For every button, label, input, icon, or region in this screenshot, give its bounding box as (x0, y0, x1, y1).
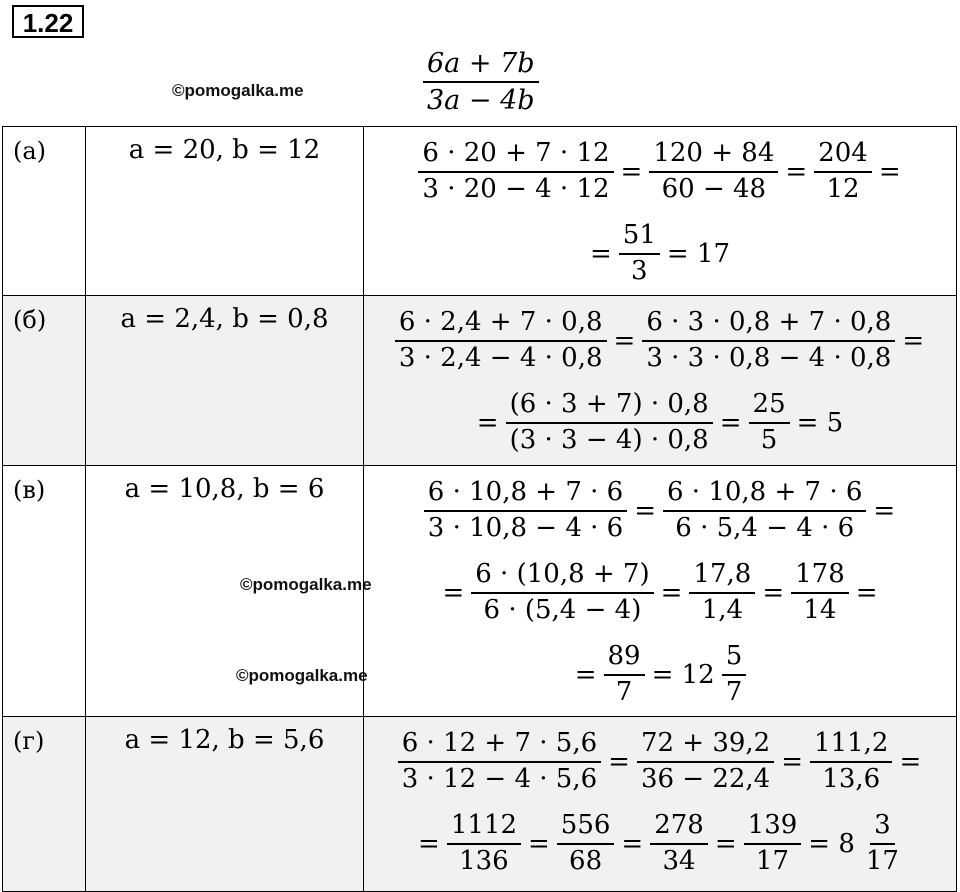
operator: = (719, 408, 742, 438)
denominator: (3 · 3 − 4) · 0,8 (509, 425, 709, 455)
operator: = (418, 829, 440, 859)
numerator: 72 + 39,2 (637, 729, 774, 763)
fraction (604, 642, 645, 708)
table-row (3, 717, 957, 892)
solution-line (370, 213, 950, 295)
expression-numerator: 6a + 7b (423, 48, 539, 83)
solution-line (370, 803, 950, 885)
operator: = 12 (651, 660, 715, 690)
numerator: 89 (604, 642, 645, 676)
table-row (3, 466, 957, 717)
operator: = (855, 578, 878, 608)
operator: = (620, 157, 643, 187)
numerator: (6 · 3 + 7) · 0,8 (506, 390, 713, 424)
fraction (791, 560, 849, 626)
solution-line (370, 382, 950, 464)
denominator: 3 · 3 · 0,8 − 4 · 0,8 (646, 343, 892, 373)
fraction (506, 390, 713, 456)
denominator: 6 · 5,4 − 4 · 6 (675, 513, 855, 543)
operator: = (613, 326, 636, 356)
denominator: 3 · 2,4 − 4 · 0,8 (398, 343, 603, 373)
fraction (395, 308, 607, 374)
operator: = (574, 660, 597, 690)
operator: = 17 (666, 239, 731, 269)
operator: = (714, 829, 737, 859)
operator: = (762, 578, 785, 608)
operator: = (660, 578, 683, 608)
row-label: (а) (3, 127, 86, 296)
fraction (663, 478, 866, 544)
solution-line (370, 634, 950, 716)
solution-line (370, 470, 950, 552)
denominator: 14 (803, 595, 837, 625)
fraction (637, 729, 774, 795)
fraction (471, 560, 653, 626)
denominator: 3 · 12 − 4 · 5,6 (401, 764, 598, 794)
operator: = 5 (796, 408, 844, 438)
denominator: 34 (662, 846, 696, 876)
numerator: 111,2 (810, 729, 892, 763)
denominator: 7 (615, 677, 633, 707)
fraction (650, 811, 708, 877)
fraction (424, 478, 627, 544)
numerator: 6 · (10,8 + 7) (471, 560, 653, 594)
numerator: 278 (650, 811, 708, 845)
numerator: 17,8 (689, 560, 755, 594)
numerator: 6 · 2,4 + 7 · 0,8 (395, 308, 607, 342)
numerator: 5 (722, 642, 747, 676)
row-solution (364, 296, 957, 466)
solution-line (370, 721, 950, 803)
numerator: 6 · 12 + 7 · 5,6 (398, 729, 601, 763)
operator: = (878, 157, 901, 187)
solution-table (2, 126, 957, 892)
watermark: ©pomogalka.me (172, 81, 304, 100)
denominator: 3 · 10,8 − 4 · 6 (427, 513, 624, 543)
row-condition: a = 10,8, b = 6 (86, 466, 364, 717)
row-condition: a = 20, b = 12 (86, 127, 364, 296)
table-row (3, 127, 957, 296)
operator: = (621, 829, 644, 859)
fraction (649, 139, 778, 205)
row-label: (б) (3, 296, 86, 466)
numerator: 1112 (447, 811, 521, 845)
operator: = (899, 747, 922, 777)
fraction (642, 308, 895, 374)
fraction (418, 139, 613, 205)
row-condition: a = 2,4, b = 0,8 (86, 296, 364, 466)
row-solution (364, 466, 957, 717)
operator: = (634, 496, 656, 526)
fraction (810, 729, 892, 795)
denominator: 17 (865, 846, 899, 876)
row-solution (364, 127, 957, 296)
fraction (744, 811, 802, 877)
table-row (3, 296, 957, 466)
expression-denominator: 3a − 4b (427, 85, 535, 117)
operator: = (589, 239, 612, 269)
numerator: 6 · 10,8 + 7 · 6 (424, 478, 627, 512)
numerator: 120 + 84 (649, 139, 778, 173)
fraction (814, 139, 872, 205)
operator: = (442, 578, 465, 608)
operator: = (476, 408, 499, 438)
operator: = (608, 747, 630, 777)
numerator: 3 (870, 811, 895, 845)
numerator: 6 · 10,8 + 7 · 6 (663, 478, 866, 512)
denominator: 3 (631, 256, 648, 286)
operator: = (785, 157, 808, 187)
row-solution (364, 717, 957, 892)
expression-fraction (420, 48, 542, 116)
denominator: 36 − 22,4 (640, 764, 771, 794)
denominator: 7 (725, 677, 743, 707)
watermark: ©pomogalka.me (236, 666, 368, 685)
denominator: 3 · 20 − 4 · 12 (422, 174, 610, 204)
numerator: 25 (749, 390, 790, 424)
numerator: 139 (744, 811, 802, 845)
fraction (557, 811, 615, 877)
fraction (619, 221, 660, 287)
fraction (447, 811, 521, 877)
denominator: 17 (755, 846, 790, 876)
denominator: 5 (760, 425, 778, 455)
numerator: 204 (814, 139, 872, 173)
row-condition: a = 12, b = 5,6 (86, 717, 364, 892)
fraction (749, 390, 790, 456)
row-label: (в) (3, 466, 86, 717)
fraction (689, 560, 755, 626)
solution-line (370, 300, 950, 382)
denominator: 13,6 (822, 764, 881, 794)
problem-number: 1.22 (12, 5, 84, 38)
denominator: 12 (826, 174, 860, 204)
solution-line (370, 552, 950, 634)
denominator: 136 (459, 846, 509, 876)
operator: = 8 (808, 829, 855, 859)
operator: = (902, 326, 925, 356)
numerator: 51 (619, 221, 660, 255)
numerator: 178 (791, 560, 849, 594)
denominator: 1,4 (701, 595, 744, 625)
numerator: 6 · 20 + 7 · 12 (418, 139, 613, 173)
operator: = (781, 747, 804, 777)
denominator: 68 (569, 846, 603, 876)
fraction (862, 811, 903, 877)
row-label: (г) (3, 717, 86, 892)
numerator: 556 (557, 811, 615, 845)
fraction (398, 729, 601, 795)
denominator: 6 · (5,4 − 4) (483, 595, 642, 625)
numerator: 6 · 3 · 0,8 + 7 · 0,8 (642, 308, 895, 342)
operator: = (527, 829, 550, 859)
fraction (722, 642, 747, 708)
solution-line (370, 131, 950, 213)
denominator: 60 − 48 (661, 174, 767, 204)
operator: = (873, 496, 896, 526)
watermark: ©pomogalka.me (240, 575, 372, 594)
